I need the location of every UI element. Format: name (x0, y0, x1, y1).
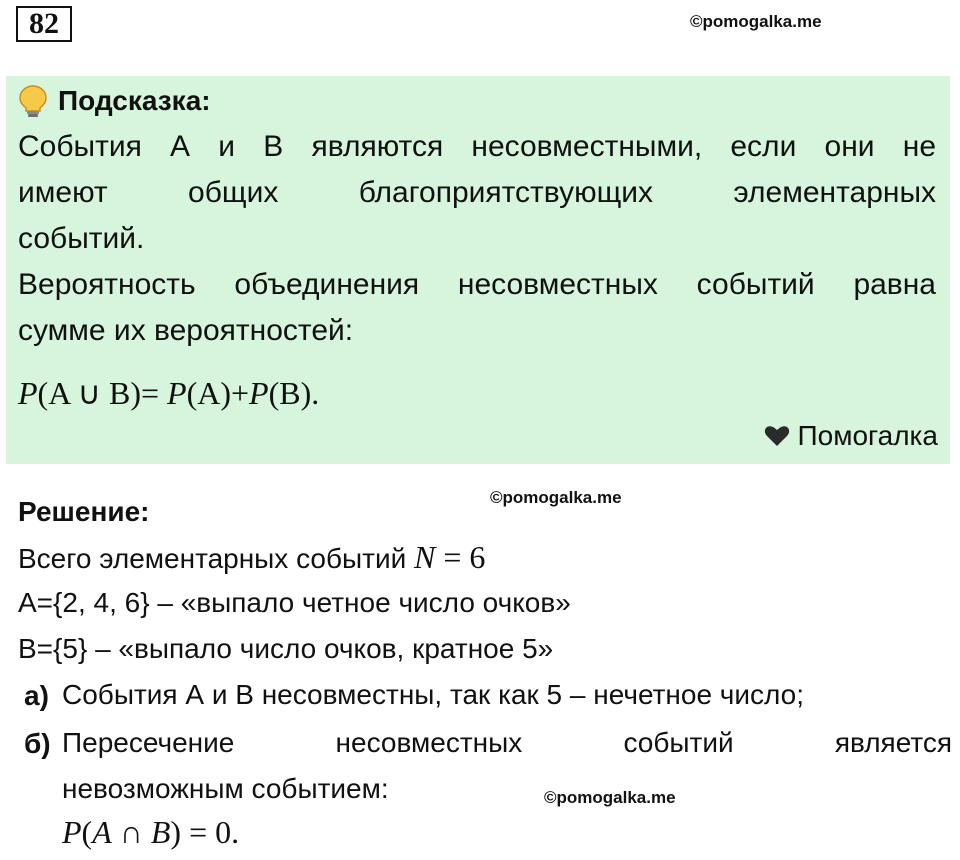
word: если (730, 130, 797, 163)
formula-part: = (140, 375, 168, 411)
word: они (824, 130, 875, 163)
word: благоприятствующих (358, 176, 654, 209)
word: событий (696, 268, 815, 301)
word: несовместными, (471, 130, 703, 163)
event-b-line: B={5} – «выпало число очков, кратное 5» (18, 633, 554, 664)
total-var: N (414, 539, 436, 575)
hint-line-3: событий. (18, 222, 145, 255)
word: Вероятность (18, 268, 196, 301)
lightbulb-icon (18, 84, 48, 118)
word: В (263, 130, 284, 163)
part-a-label: а) (24, 680, 49, 711)
union-formula (18, 374, 319, 412)
watermark-middle: ©pomogalka.me (490, 488, 622, 507)
word: элементарных (733, 176, 937, 209)
formula-part: ) = 0. (170, 814, 240, 850)
formula-symbol: B (150, 814, 171, 850)
formula-part: (A ∪ B) (37, 375, 141, 411)
word: равна (853, 268, 936, 301)
hint-line-5: сумме их вероятностей: (18, 314, 354, 347)
word: несовместных (457, 268, 658, 301)
word: не (902, 130, 937, 163)
task-number: 82 (16, 6, 72, 42)
word: Пересечение (62, 727, 235, 758)
formula-symbol: P (249, 375, 269, 411)
word: событий (623, 727, 734, 758)
watermark-top: ©pomogalka.me (690, 12, 822, 31)
word: А (170, 130, 191, 163)
formula-part: + (230, 375, 250, 411)
hint-line-4 (18, 262, 936, 308)
total-text: Всего элементарных событий (18, 543, 415, 574)
part-b-label: б) (24, 728, 51, 759)
total-events-line (18, 534, 485, 582)
intersection-formula (62, 814, 239, 851)
part-b-line-1 (62, 720, 952, 766)
hint-title: Подсказка: (58, 85, 211, 116)
event-a-line: A={2, 4, 6} – «выпало четное число очков» (18, 587, 571, 618)
word: События (18, 130, 142, 163)
formula-part: ∩ (111, 814, 151, 850)
watermark-bottom: ©pomogalka.me (544, 788, 676, 807)
hint-line-2 (18, 170, 936, 216)
word: и (218, 130, 236, 163)
part-a-text: События А и В несовместны, так как 5 – нечетное число; (62, 679, 805, 710)
heart-icon (764, 425, 790, 447)
brand-signature (764, 420, 938, 452)
total-val: = 6 (435, 539, 486, 575)
word: общих (188, 176, 279, 209)
word: несовместных (335, 727, 523, 758)
formula-part: (B). (268, 375, 320, 411)
part-b-line-2: невозможным событием: (62, 773, 389, 804)
formula-symbol: P (167, 375, 187, 411)
word: являются (311, 130, 444, 163)
word: является (834, 727, 953, 758)
formula-part: ( (81, 814, 93, 850)
formula-symbol: A (92, 814, 112, 850)
hint-line-1 (18, 124, 936, 170)
hint-header (18, 84, 211, 118)
word: объединения (234, 268, 420, 301)
formula-part: (A) (186, 375, 231, 411)
formula-symbol: P (62, 814, 82, 850)
brand-label: Помогалка (797, 420, 938, 451)
solution-title: Решение: (18, 496, 150, 527)
formula-symbol: P (18, 375, 38, 411)
word: имеют (18, 176, 108, 209)
